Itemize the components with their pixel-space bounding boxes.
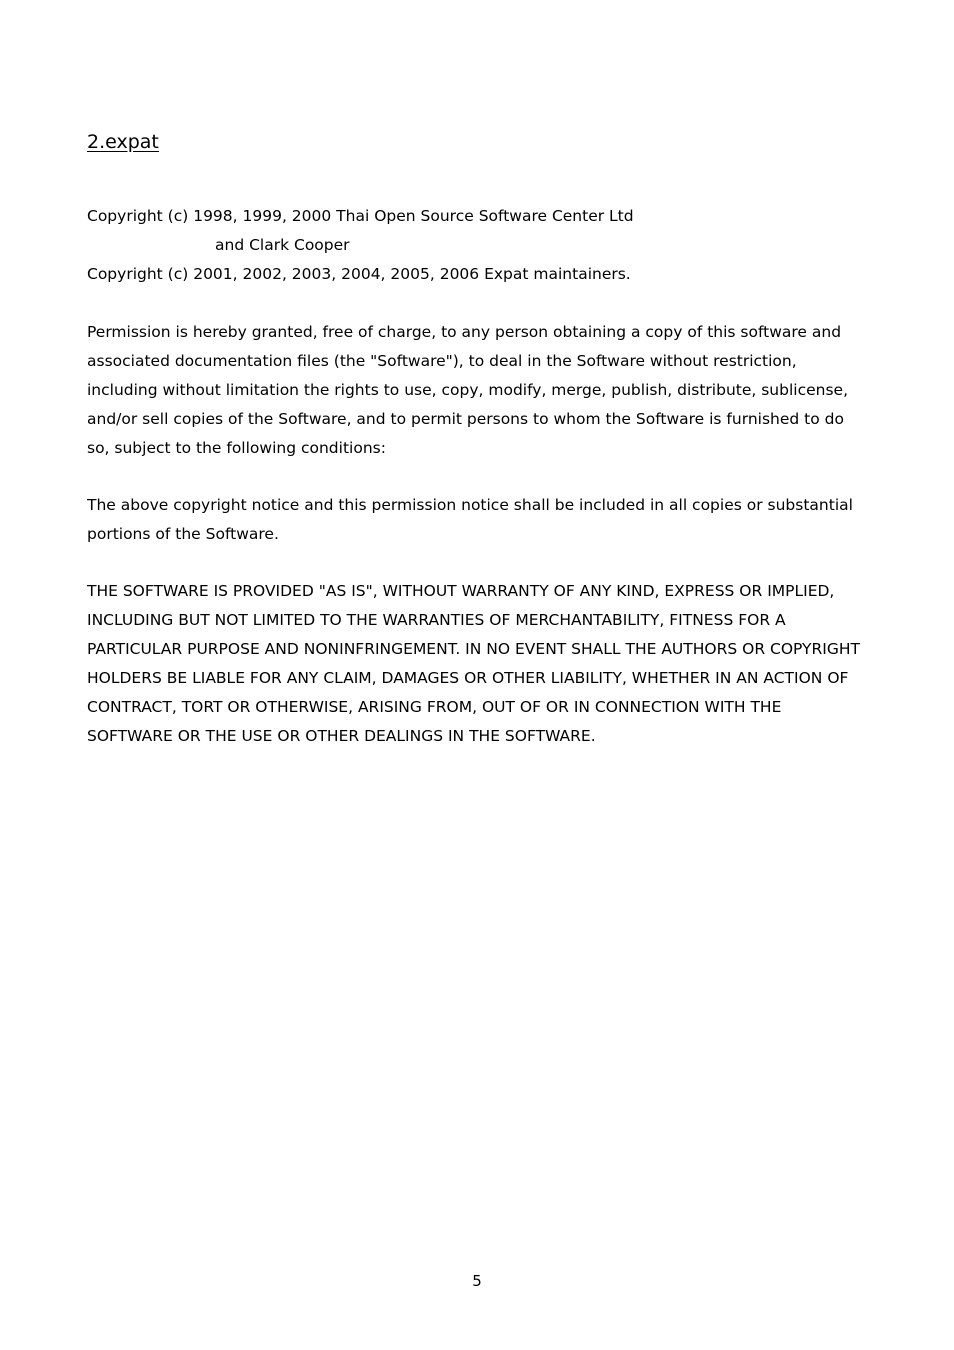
paragraph-line: Permission is hereby granted, free of charge, to any person obtaining a copy of this software and — [87, 323, 842, 341]
paragraph-line: and/or sell copies of the Software, and to permit persons to whom the Software is furnished to do — [87, 410, 844, 428]
paragraph-line: PARTICULAR PURPOSE AND NONINFRINGEMENT. IN NO EVENT SHALL THE AUTHORS OR COPYRIGHT — [87, 640, 860, 658]
paragraph-line: SOFTWARE OR THE USE OR OTHER DEALINGS IN THE SOFTWARE. — [87, 727, 596, 745]
paragraph-line: THE SOFTWARE IS PROVIDED "AS IS", WITHOUT WARRANTY OF ANY KIND, EXPRESS OR IMPLIED, — [87, 582, 835, 600]
section-title: 2.expat — [87, 131, 159, 153]
page-number: 5 — [472, 1272, 482, 1290]
paragraph-line: portions of the Software. — [87, 525, 279, 543]
paragraph-line: INCLUDING BUT NOT LIMITED TO THE WARRANTIES OF MERCHANTABILITY, FITNESS FOR A — [87, 611, 786, 629]
paragraph-line: The above copyright notice and this permission notice shall be included in all copies or substantial — [87, 496, 853, 514]
paragraph-line: including without limitation the rights to use, copy, modify, merge, publish, distribute, sublicense, — [87, 381, 849, 399]
copyright-line: Copyright (c) 2001, 2002, 2003, 2004, 2005, 2006 Expat maintainers. — [87, 265, 631, 283]
paragraph-line: HOLDERS BE LIABLE FOR ANY CLAIM, DAMAGES OR OTHER LIABILITY, WHETHER IN AN ACTION OF — [87, 669, 849, 687]
notice-paragraph — [87, 491, 877, 549]
copyright-block — [87, 202, 877, 289]
paragraph-line: so, subject to the following conditions: — [87, 439, 386, 457]
permission-paragraph — [87, 318, 877, 463]
paragraph-line: CONTRACT, TORT OR OTHERWISE, ARISING FROM, OUT OF OR IN CONNECTION WITH THE — [87, 698, 782, 716]
warranty-disclaimer — [87, 577, 877, 751]
paragraph-line: associated documentation files (the "Software"), to deal in the Software without restriction, — [87, 352, 797, 370]
copyright-line: and Clark Cooper — [215, 236, 350, 254]
copyright-line: Copyright (c) 1998, 1999, 2000 Thai Open Source Software Center Ltd — [87, 207, 634, 225]
